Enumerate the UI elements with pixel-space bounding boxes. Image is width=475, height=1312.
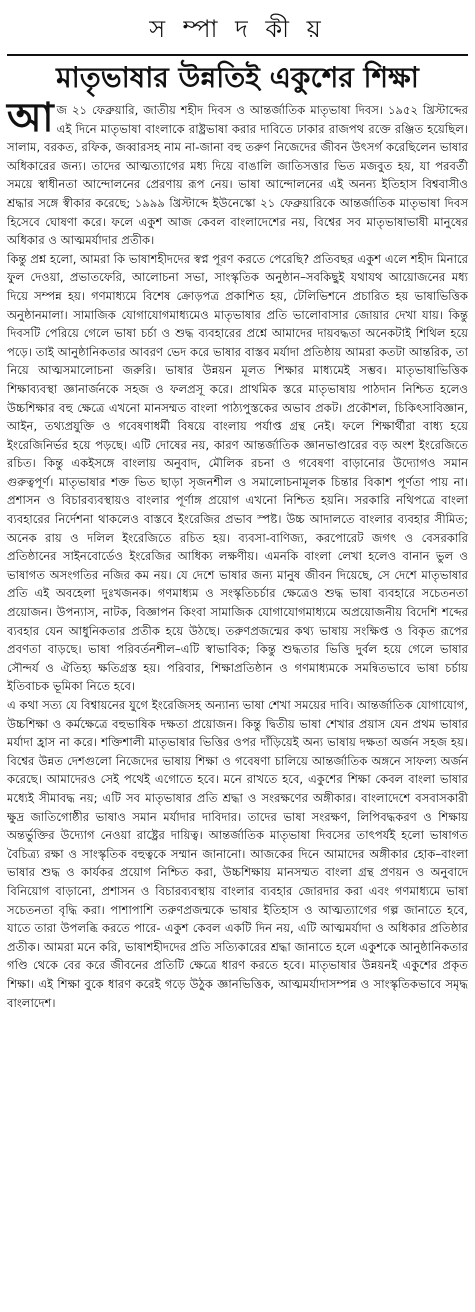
article-paragraph-3: এ কথা সত্য যে বিশ্বায়নের যুগে ইংরেজিসহ অন্যান্য ভাষা শেখা সময়ের দাবি। আন্তর্জাতিক যোগাযোগ, উচ্চশিক্ষা ও কর্মক্ষেত্রে বহুভাষিক দক্ষতা প্রয়োজন। কিন্তু দ্বিতীয় ভাষা শেখার প্রয়াস যেন প্রথম ভাষার মর্যাদা হ্রাস না করে। শক্তিশালী মাতৃভাষার ভিত্তির ওপর দাঁড়িয়েই অন্য ভাষায় দক্ষতা অর্জন সহজ হয়। বিশ্বের উন্নত দেশগুলো নিজেদের ভাষায় শিক্ষা ও গবেষণা চালিয়ে আন্তর্জাতিক অঙ্গনে সাফল্য অর্জন করেছে। আমাদেরও সেই পথেই এগোতে হবে। মনে রাখতে হবে, একুশের শিক্ষা কেবল বাংলা ভাষার মধ্যেই সীমাবদ্ধ নয়; এটি সব মাতৃভাষার প্রতি শ্রদ্ধা ও সংরক্ষণের অঙ্গীকার। বাংলাদেশে বসবাসকারী ক্ষুদ্র জাতিগোষ্ঠীর ভাষাও সমান মর্যাদার দাবিদার। তাদের ভাষা সংরক্ষণ, লিপিবদ্ধকরণ ও শিক্ষায় অন্তর্ভুক্তির উদ্যোগ নেওয়া রাষ্ট্রের দায়িত্ব। আন্তর্জাতিক মাতৃভাষা দিবসের তাৎপর্যই হলো ভাষাগত বৈচিত্র্য রক্ষা ও সাংস্কৃতিক বহুত্বকে সম্মান জানানো। আজকের দিনে আমাদের অঙ্গীকার হোক–বাংলা ভাষার শুদ্ধ ও কার্যকর প্রয়োগ নিশ্চিত করা, উচ্চশিক্ষায় মানসম্মত বাংলা গ্রন্থ প্রণয়ন ও অনুবাদে বিনিয়োগ বাড়ানো, প্রশাসন ও বিচারব্যবস্থায় বাংলার ব্যবহার জোরদার করা এবং গণমাধ্যমে ভাষা সচেতনতা বৃদ্ধি করা। পাশাপাশি তরুণপ্রজন্মকে ভাষার ইতিহাস ও আত্মত্যাগের গল্প জানাতে হবে, যাতে তারা উপলব্ধি করতে পারে- একুশ কেবল একটি দিন নয়, এটি আত্মমর্যাদা ও অধিকার প্রতিষ্ঠার প্রতীক। আমরা মনে করি, ভাষাশহীদদের প্রতি সত্যিকারের শ্রদ্ধা জানাতে হলে একুশকে আনুষ্ঠানিকতার গণ্ডি থেকে বের করে জীবনের প্রতিটি ক্ষেত্রে ধারণ করতে হবে। মাতৃভাষার উন্নয়নই একুশের প্রকৃত শিক্ষা। এই শিক্ষা বুকে ধারণ করেই গড়ে উঠুক জ্ঞানভিত্তিক, আত্মমর্যাদাসম্পন্ন ও সাংস্কৃতিকভাবে সমৃদ্ধ বাংলাদেশ। [7, 698, 468, 1010]
headline-rule [7, 54, 468, 56]
article-body [7, 95, 468, 1012]
headline: মাতৃভাষার উন্নতিই একুশের শিক্ষা [56, 61, 419, 94]
section-label: স ম্পা দ কী য় [149, 15, 326, 43]
article-paragraph-1 [7, 95, 468, 250]
dropcap: আ [7, 95, 54, 141]
paragraph-1-text: জ ২১ ফেব্রুয়ারি, জাতীয় শহীদ দিবস ও আন্তর্জাতিক মাতৃভাষা দিবস। ১৯৫২ খ্রিস্টাব্দের এই দিনে মাতৃভাষা বাংলাকে রাষ্ট্রভাষা করার দাবিতে ঢাকার রাজপথ রক্তে রঞ্জিত হয়েছিল। সালাম, বরকত, রফিক, জব্বারসহ নাম না-জানা বহু তরুণ নিজেদের জীবন উৎসর্গ করেছিলেন ভাষার অধিকারের জন্য। তাদের আত্মত্যাগের মধ্য দিয়ে বাঙালি জাতিসত্তার ভিত মজবুত হয়, যা পরবর্তী সময়ে স্বাধীনতা আন্দোলনের প্রেরণায় রূপ নেয়। ভাষা আন্দোলনের এই অনন্য ইতিহাস বিশ্ববাসীও শ্রদ্ধার সঙ্গে স্বীকার করেছে; ১৯৯৯ খ্রিস্টাব্দে ইউনেস্কো ২১ ফেব্রুয়ারিকে আন্তর্জাতিক মাতৃভাষা দিবস হিসেবে ঘোষণা করে। ফলে একুশ আজ কেবল বাংলাদেশের নয়, বিশ্বের সব মাতৃভাষাভাষী মানুষের অধিকার ও আত্মমর্যাদার প্রতীক। [7, 103, 468, 248]
article-paragraph-2: কিন্তু প্রশ্ন হলো, আমরা কি ভাষাশহীদদের স্বপ্ন পূরণ করতে পেরেছি? প্রতিবছর একুশ এলে শহীদ মিনারে ফুল দেওয়া, প্রভাতফেরি, আলোচনা সভা, সাংস্কৃতিক অনুষ্ঠান–সবকিছুই যথাযথ আয়োজনের মধ্য দিয়ে সম্পন্ন হয়। গণমাধ্যমে বিশেষ ক্রোড়পত্র প্রকাশিত হয়, টেলিভিশনে প্রচারিত হয় ভাষাভিত্তিক অনুষ্ঠানমালা। সামাজিক যোগাযোগমাধ্যমেও মাতৃভাষার প্রতি ভালোবাসার জোয়ার দেখা যায়। কিন্তু দিবসটি পেরিয়ে গেলে ভাষা চর্চা ও শুদ্ধ ব্যবহারের প্রশ্নে আমাদের দায়বদ্ধতা অনেকটাই শিথিল হয়ে পড়ে। তাই আনুষ্ঠানিকতার আবরণ ভেদ করে ভাষার বাস্তব মর্যাদা প্রতিষ্ঠায় আমরা কতটা আন্তরিক, তা নিয়ে আত্মসমালোচনা জরুরি। ভাষার উন্নয়ন মূলত শিক্ষার মাধ্যমেই সম্ভব। মাতৃভাষাভিত্তিক শিক্ষাব্যবস্থা জ্ঞানার্জনকে সহজ ও ফলপ্রসূ করে। প্রাথমিক স্তরে মাতৃভাষায় পাঠদান নিশ্চিত হলেও উচ্চশিক্ষার বহু ক্ষেত্রে এখনো মানসম্মত বাংলা পাঠ্যপুস্তকের অভাব প্রকট। প্রকৌশল, চিকিৎসাবিজ্ঞান, আইন, তথ্যপ্রযুক্তি ও গবেষণাধর্মী বিষয়ে বাংলায় পর্যাপ্ত গ্রন্থ নেই। ফলে শিক্ষার্থীরা বাধ্য হয়ে ইংরেজিনির্ভর হয়ে পড়ছে। এটি দোষের নয়, কারণ আন্তর্জাতিক জ্ঞানভাণ্ডারের বড় অংশ ইংরেজিতে রচিত। কিন্তু একইসঙ্গে বাংলায় অনুবাদ, মৌলিক রচনা ও গবেষণা বাড়ানোর উদ্যোগও সমান গুরুত্বপূর্ণ। মাতৃভাষার শক্ত ভিত ছাড়া সৃজনশীল ও সমালোচনামূলক চিন্তার বিকাশ পূর্ণতা পায় না। প্রশাসন ও বিচারব্যবস্থায়ও বাংলার পূর্ণাঙ্গ প্রয়োগ এখনো নিশ্চিত হয়নি। সরকারি নথিপত্রে বাংলা ব্যবহারের নির্দেশনা থাকলেও বাস্তবে ইংরেজির প্রভাব স্পষ্ট। উচ্চ আদালতে বাংলার ব্যবহার সীমিত; অনেক রায় ও দলিল ইংরেজিতে রচিত হয়। ব্যবসা-বাণিজ্য, করপোরেট জগৎ ও বেসরকারি প্রতিষ্ঠানের সাইনবোর্ডেও ইংরেজির আধিক্য লক্ষণীয়। এমনকি বাংলা লেখা হলেও বানান ভুল ও ভাষাগত অসংগতির নজির কম নয়। যে দেশে ভাষার জন্য মানুষ জীবন দিয়েছে, সে দেশে মাতৃভাষার প্রতি এই অবহেলা দুঃখজনক। গণমাধ্যম ও সংস্কৃতিচর্চার ক্ষেত্রেও শুদ্ধ ভাষা ব্যবহারে সচেতনতা প্রয়োজন। উপন্যাস, নাটক, বিজ্ঞাপন কিংবা সামাজিক যোগাযোগমাধ্যমে অপ্রয়োজনীয় বিদেশি শব্দের ব্যবহার যেন আধুনিকতার প্রতীক হয়ে উঠছে। তরুণপ্রজন্মের কথ্য ভাষায় সংক্ষিপ্ত ও বিকৃত রূপের প্রবণতা বাড়ছে। ভাষা পরিবর্তনশীল–এটি স্বাভাবিক; কিন্তু শুদ্ধতার ভিত্তি দুর্বল হয়ে গেলে ভাষার সৌন্দর্য ও ঐতিহ্য ক্ষতিগ্রস্ত হয়। পরিবার, শিক্ষাপ্রতিষ্ঠান ও গণমাধ্যমকে সমন্বিতভাবে ভাষা চর্চায় ইতিবাচক ভূমিকা নিতে হবে। [7, 251, 468, 694]
